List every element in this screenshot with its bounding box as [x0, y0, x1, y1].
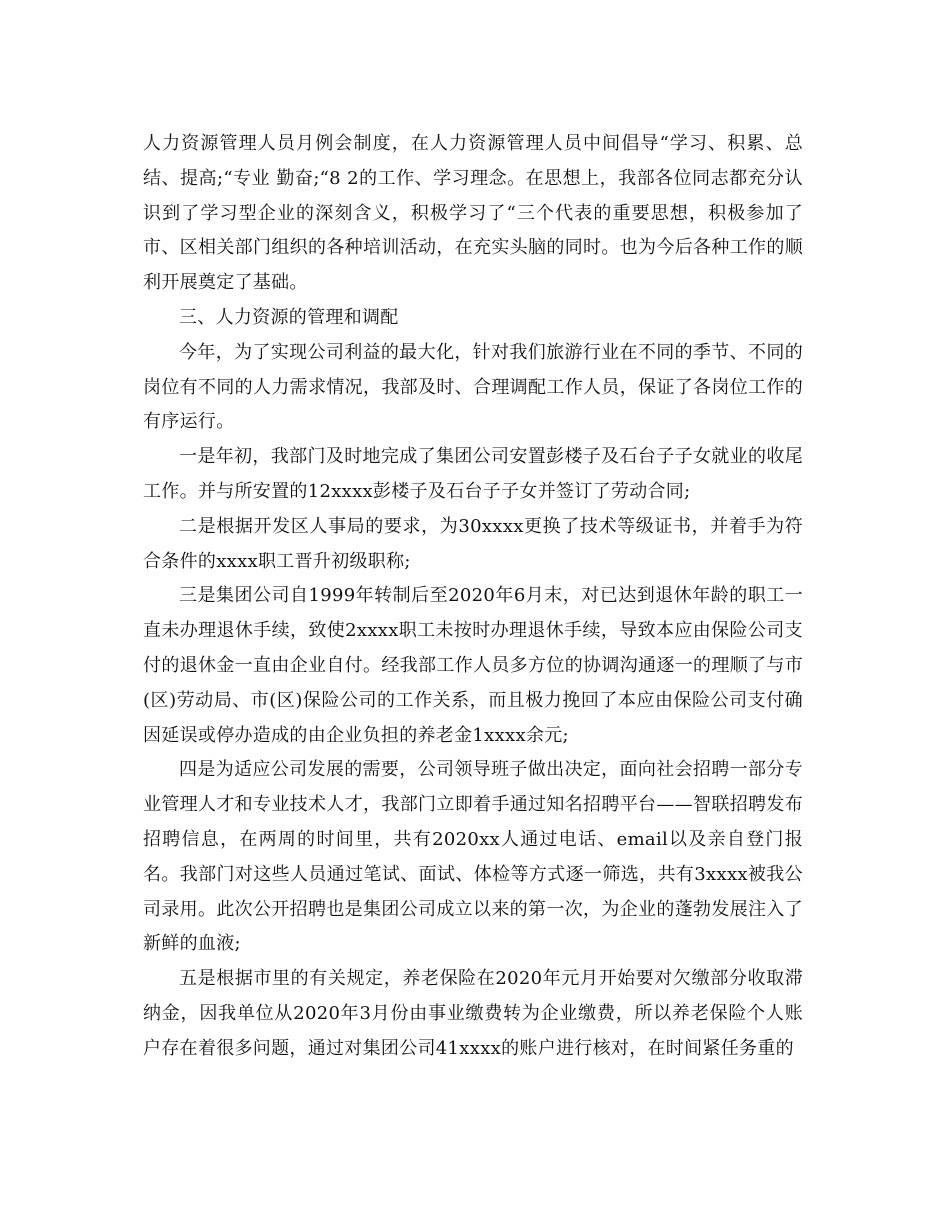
paragraph-staffing-overview: 今年，为了实现公司利益的最大化，针对我们旅游行业在不同的季节、不同的岗位有不同的人力需求情况，我部及时、合理调配工作人员，保证了各岗位工作的有序运行。 [143, 341, 803, 433]
paragraph-item-five: 五是根据市里的有关规定，养老保险在2020年元月开始要对欠缴部分收取滞纳金，因我单位从2020年3月份由事业缴费转为企业缴费，所以养老保险个人账户存在着很多问题，通过对集团公司41xxxx的账户进行核对，在时间紧任务重的 [143, 968, 803, 1059]
paragraph-item-two: 二是根据开发区人事局的要求，为30xxxx更换了技术等级证书，并着手为符合条件的xxxx职工晋升初级职称; [143, 515, 803, 572]
paragraph-item-one: 一是年初，我部门及时地完成了集团公司安置彭楼子及石台子子女就业的收尾工作。并与所安置的12xxxx彭楼子及石台子子女并签订了劳动合同; [143, 446, 803, 502]
paragraph-training-summary: 人力资源管理人员月例会制度，在人力资源管理人员中间倡导“学习、积累、总结、提高;“专业 勤奋;“8 2的工作、学习理念。在思想上，我部各位同志都充分认识到了学习型企业的深刻含义，积极学习了“三个代表的重要思想，积极参加了市、区相关部门组织的各种培训活动，在充实头脑的同时。也为今后各种工作的顺利开展奠定了基础。 [143, 133, 803, 294]
document-body [143, 127, 803, 1067]
paragraph-item-four: 四是为适应公司发展的需要，公司领导班子做出决定，面向社会招聘一部分专业管理人才和专业技术人才，我部门立即着手通过知名招聘平台——智联招聘发布招聘信息，在两周的时间里，共有2020xx人通过电话、email以及亲自登门报名。我部门对这些人员通过笔试、面试、体检等方式逐一筛选，共有3xxxx被我公司录用。此次公开招聘也是集团公司成立以来的第一次，为企业的蓬勃发展注入了新鲜的血液; [143, 759, 803, 955]
section-heading-hr-management: 三、人力资源的管理和调配 [179, 306, 399, 328]
paragraph-item-three: 三是集团公司自1999年转制后至2020年6月末，对已达到退休年龄的职工一直未办理退休手续，致使2xxxx职工未按时办理退休手续，导致本应由保险公司支付的退休金一直由企业自付。经我部工作人员多方位的协调沟通逐一的理顺了与市(区)劳动局、市(区)保险公司的工作关系，而且极力挽回了本应由保险公司支付确因延误或停办造成的由企业负担的养老金1xxxx余元; [143, 585, 803, 746]
